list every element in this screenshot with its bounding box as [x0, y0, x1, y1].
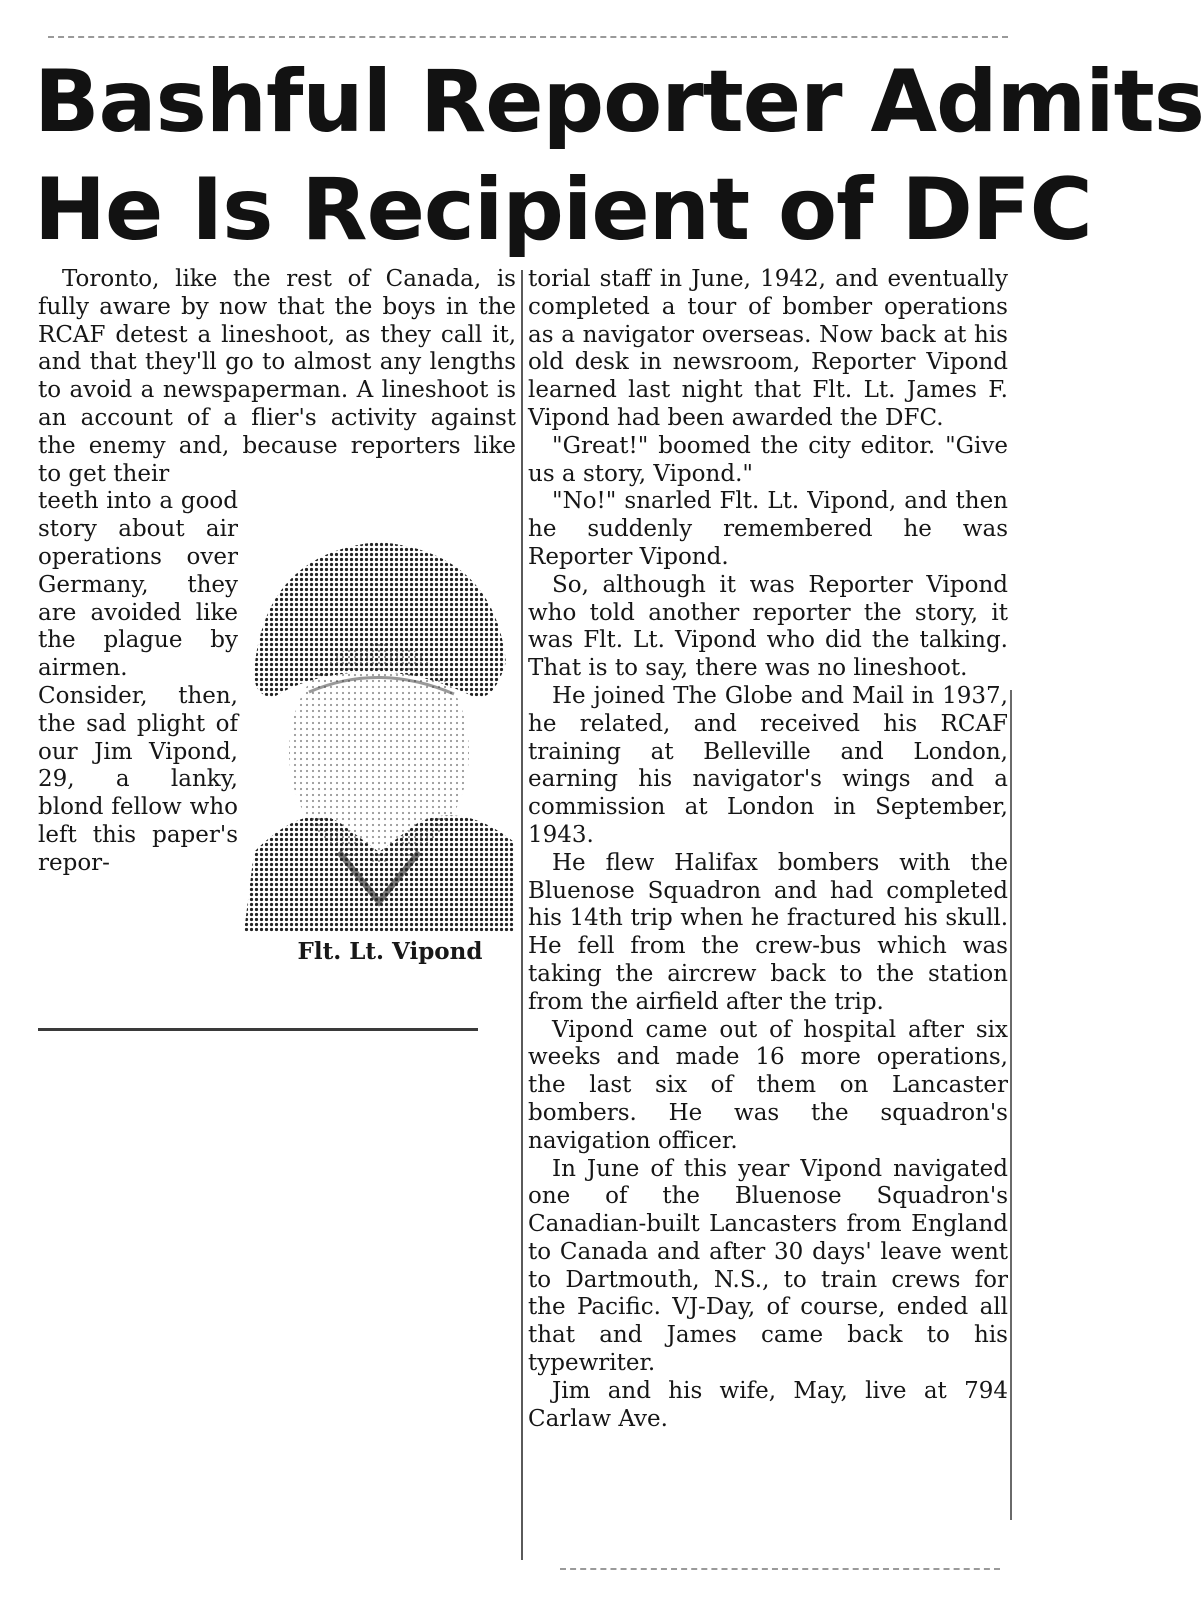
article-paragraph: Jim and his wife, May, live at 794 Carlaw Ave.	[528, 1377, 1008, 1432]
photo-figure	[244, 522, 516, 970]
article-paragraph-intro: Toronto, like the rest of Canada, is fully aware by now that the boys in the RCAF detest a lineshoot, as they call it, and that they'll go to almost any lengths to avoid a newspaperman. A lineshoot is an account of a flier's activity against the enemy and, because reporters like to get their	[38, 266, 516, 487]
article-paragraph: So, although it was Reporter Vipond who told another reporter the story, it was Flt. Lt. Vipond who did the talking. That is to say, there was no lineshoot.	[528, 571, 1008, 682]
article-paragraph: Vipond came out of hospital after six weeks and made 16 more operations, the last six of them on Lancaster bombers. He was the squadron's navigation officer.	[528, 1016, 1008, 1154]
article-paragraph: torial staff in June, 1942, and eventually completed a tour of bomber operations as a navigator overseas. Now back at his old desk in newsroom, Reporter Vipond learned last night that Flt. Lt. James F. Vipond had been awarded the DFC.	[528, 266, 1008, 431]
article-right-column	[528, 266, 1008, 1433]
photo-caption: Flt. Lt. Vipond	[297, 938, 483, 965]
top-dashed-rule	[48, 36, 1008, 38]
headline	[34, 48, 1204, 264]
headline-line-1: Bashful Reporter Admits	[34, 52, 1204, 152]
right-border-rule	[1010, 690, 1012, 1520]
article-paragraph: "No!" snarled Flt. Lt. Vipond, and then he suddenly remembered he was Reporter Vipond.	[528, 488, 1008, 570]
headline-line-2: He Is Recipient of DFC	[34, 160, 1092, 260]
portrait-photo-halftone	[244, 522, 514, 932]
article-paragraph-wrap: teeth into a good story about air operations over Germany, they are avoided like the plague by airmen. Consider, then, the sad plight of our Jim Vipond, 29, a lanky, blond fellow who left this paper's repor-	[38, 488, 238, 876]
article-paragraph: He flew Halifax bombers with the Bluenose Squadron and had completed his 14th trip when he fractured his skull. He fell from the crew-bus which was taking the aircrew back to the station from the airfield after the trip.	[528, 849, 1008, 1015]
article-paragraph: He joined The Globe and Mail in 1937, he related, and received his RCAF training at Belleville and London, earning his navigator's wings and a commission at London in September, 1943.	[528, 682, 1008, 848]
column-divider	[521, 270, 523, 1560]
article-paragraph: In June of this year Vipond navigated one of the Bluenose Squadron's Canadian-built Lancasters from England to Canada and after 30 days' leave went to Dartmouth, N.S., to train crews for the Pacific. VJ-Day, of course, ended all that and James came back to his typewriter.	[528, 1155, 1008, 1377]
article-paragraph: "Great!" boomed the city editor. "Give us a story, Vipond."	[528, 432, 1008, 487]
bottom-dashed-rule	[560, 1568, 1000, 1570]
left-bottom-rule	[38, 1028, 478, 1031]
